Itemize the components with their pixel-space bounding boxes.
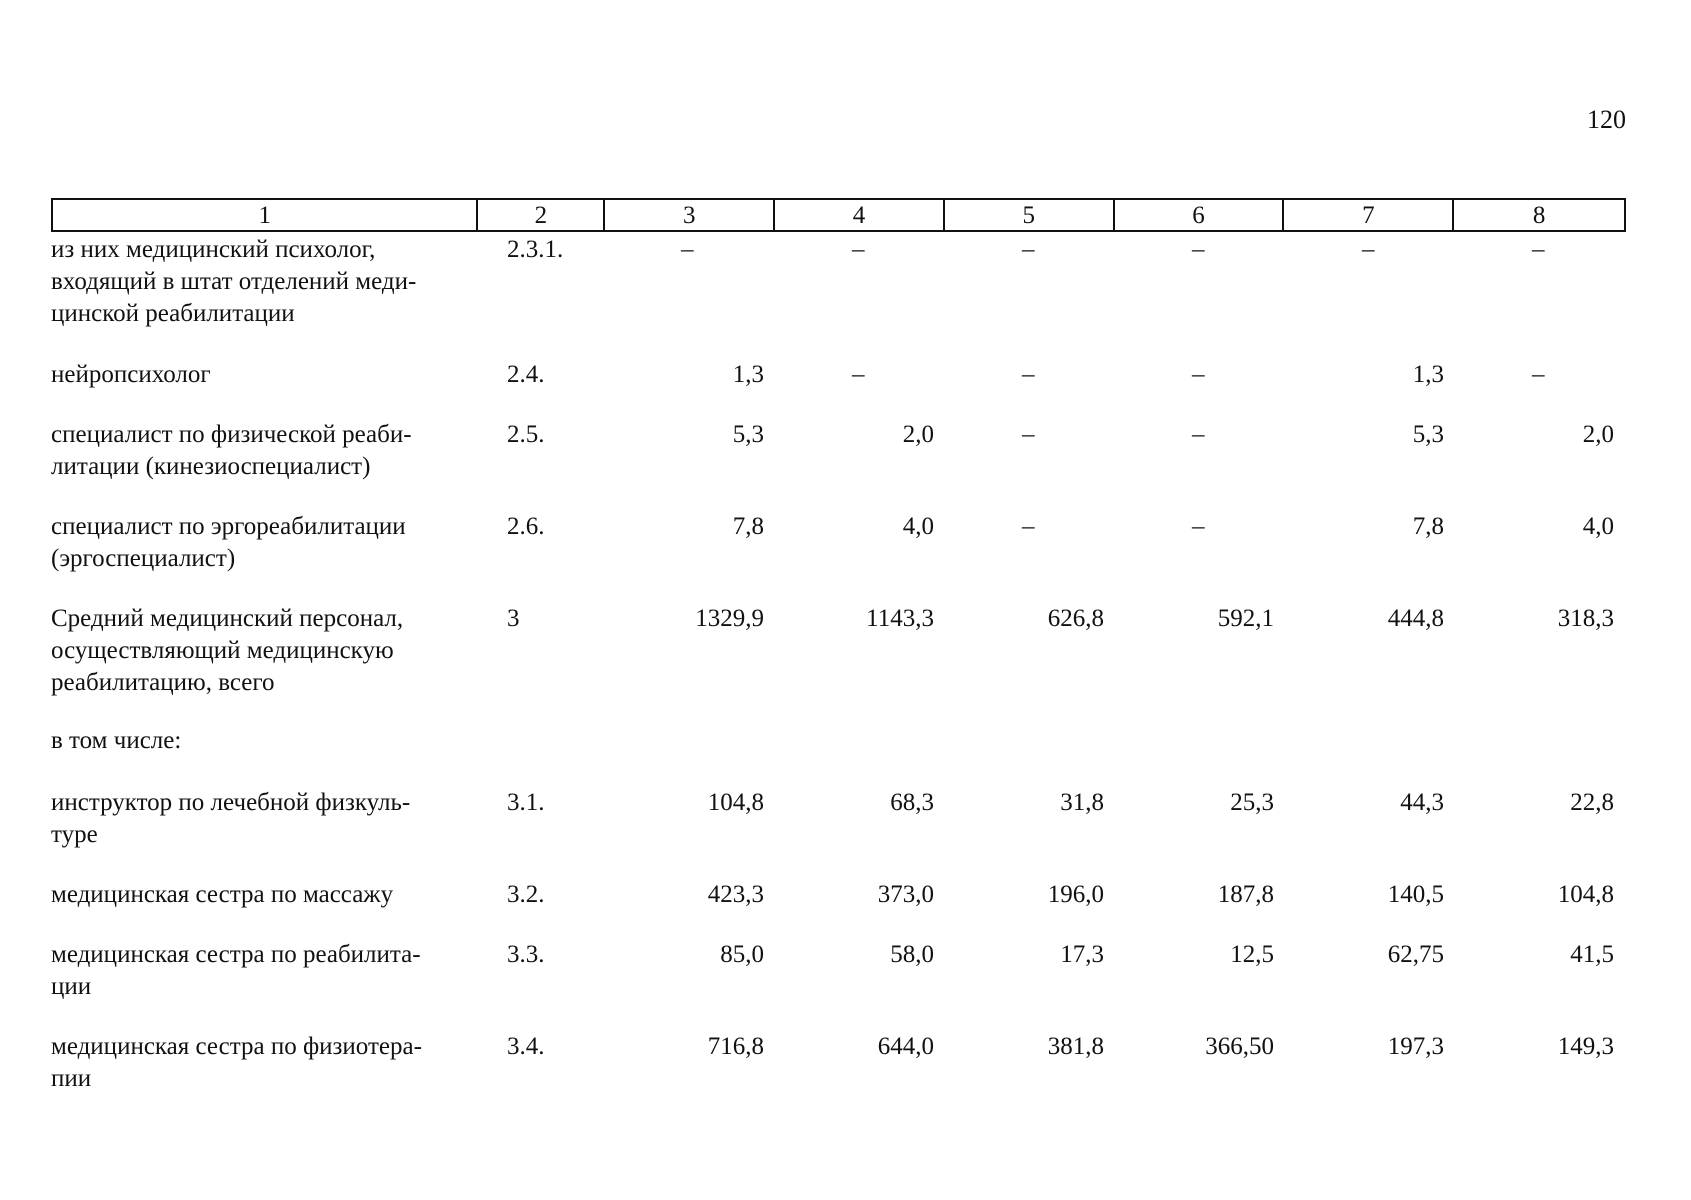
- cell-col-6: –: [1192, 361, 1205, 388]
- cell-col-8: 41,5: [1570, 941, 1614, 968]
- row-name: специалист по физической реаби- литации (кинезиоспециалист): [51, 421, 412, 480]
- cell-col-3: 423,3: [707, 881, 764, 908]
- header-col-3: 3: [605, 200, 775, 230]
- cell-col-3: 104,8: [707, 789, 764, 816]
- cell-col-8: 104,8: [1557, 881, 1614, 908]
- cell-col-5: –: [1022, 513, 1035, 540]
- cell-col-6: 592,1: [1217, 605, 1274, 632]
- header-col-1: 1: [53, 200, 478, 230]
- row-code: 2.3.1.: [507, 236, 564, 263]
- cell-col-3: –: [681, 236, 694, 263]
- cell-col-7: 5,3: [1412, 421, 1444, 448]
- cell-col-7: 444,8: [1387, 605, 1444, 632]
- cell-col-8: 22,8: [1570, 789, 1614, 816]
- table-header: [51, 198, 1626, 232]
- header-col-6: 6: [1115, 200, 1285, 230]
- cell-col-7: 140,5: [1387, 881, 1444, 908]
- row-code: 3.4.: [507, 1033, 545, 1060]
- cell-col-8: –: [1532, 236, 1545, 263]
- cell-col-5: 17,3: [1060, 941, 1104, 968]
- cell-col-6: –: [1192, 513, 1205, 540]
- cell-col-5: –: [1022, 361, 1035, 388]
- row-code: 2.5.: [507, 421, 545, 448]
- cell-col-3: 716,8: [707, 1033, 764, 1060]
- cell-col-3: 7,8: [732, 513, 764, 540]
- cell-col-7: 44,3: [1400, 789, 1444, 816]
- cell-col-8: 2,0: [1582, 421, 1614, 448]
- cell-col-5: 626,8: [1047, 605, 1104, 632]
- header-col-8: 8: [1532, 202, 1546, 229]
- cell-col-5: –: [1022, 421, 1035, 448]
- cell-col-6: –: [1192, 421, 1205, 448]
- cell-col-6: –: [1192, 236, 1205, 263]
- cell-col-4: 4,0: [902, 513, 934, 540]
- row-name: специалист по эргореабилитации (эргоспециалист): [51, 513, 406, 572]
- cell-col-4: 68,3: [890, 789, 934, 816]
- cell-col-8: 149,3: [1557, 1033, 1614, 1060]
- cell-col-7: 62,75: [1387, 941, 1444, 968]
- header-col-5: 5: [945, 200, 1115, 230]
- cell-col-7: 7,8: [1412, 513, 1444, 540]
- cell-col-5: –: [1022, 236, 1035, 263]
- row-code: 3: [507, 605, 520, 632]
- cell-col-8: 318,3: [1557, 605, 1614, 632]
- cell-col-6: 187,8: [1217, 881, 1274, 908]
- cell-col-6: 12,5: [1230, 941, 1274, 968]
- header-col-2: 2: [478, 200, 605, 230]
- cell-col-7: 1,3: [1412, 361, 1444, 388]
- row-name: Средний медицинский персонал, осуществляющий медицинскую реабилитацию, всего: [51, 605, 404, 696]
- row-name: инструктор по лечебной физкуль- туре: [51, 789, 411, 848]
- cell-col-4: 2,0: [902, 421, 934, 448]
- header-col-4: 4: [775, 200, 945, 230]
- cell-col-7: –: [1362, 236, 1375, 263]
- page-number: 120: [1587, 105, 1626, 134]
- cell-col-4: –: [852, 361, 865, 388]
- header-col-7: 7: [1284, 200, 1454, 230]
- section-label: в том числе:: [51, 727, 182, 754]
- row-code: 3.3.: [507, 941, 545, 968]
- row-name: медицинская сестра по реабилита- ции: [51, 941, 421, 1000]
- cell-col-3: 85,0: [720, 941, 764, 968]
- cell-col-8: 4,0: [1582, 513, 1614, 540]
- cell-col-4: 644,0: [877, 1033, 934, 1060]
- row-name: нейропсихолог: [51, 361, 211, 388]
- cell-col-4: 373,0: [877, 881, 934, 908]
- row-code: 3.2.: [507, 881, 545, 908]
- cell-col-8: –: [1532, 361, 1545, 388]
- cell-col-3: 5,3: [732, 421, 764, 448]
- cell-col-4: 58,0: [890, 941, 934, 968]
- cell-col-5: 196,0: [1047, 881, 1104, 908]
- cell-col-7: 197,3: [1387, 1033, 1444, 1060]
- row-code: 2.6.: [507, 513, 545, 540]
- row-name: из них медицинский психолог, входящий в штат отделений меди- цинской реабилитации: [51, 236, 417, 327]
- cell-col-3: 1329,9: [695, 605, 764, 632]
- cell-col-6: 25,3: [1230, 789, 1274, 816]
- cell-col-6: 366,50: [1205, 1033, 1274, 1060]
- row-name: медицинская сестра по физиотера- пии: [51, 1033, 422, 1092]
- row-code: 3.1.: [507, 789, 545, 816]
- cell-col-4: –: [852, 236, 865, 263]
- cell-col-3: 1,3: [732, 361, 764, 388]
- cell-col-4: 1143,3: [866, 605, 934, 632]
- cell-col-5: 381,8: [1047, 1033, 1104, 1060]
- cell-col-5: 31,8: [1060, 789, 1104, 816]
- row-code: 2.4.: [507, 361, 545, 388]
- row-name: медицинская сестра по массажу: [51, 881, 394, 908]
